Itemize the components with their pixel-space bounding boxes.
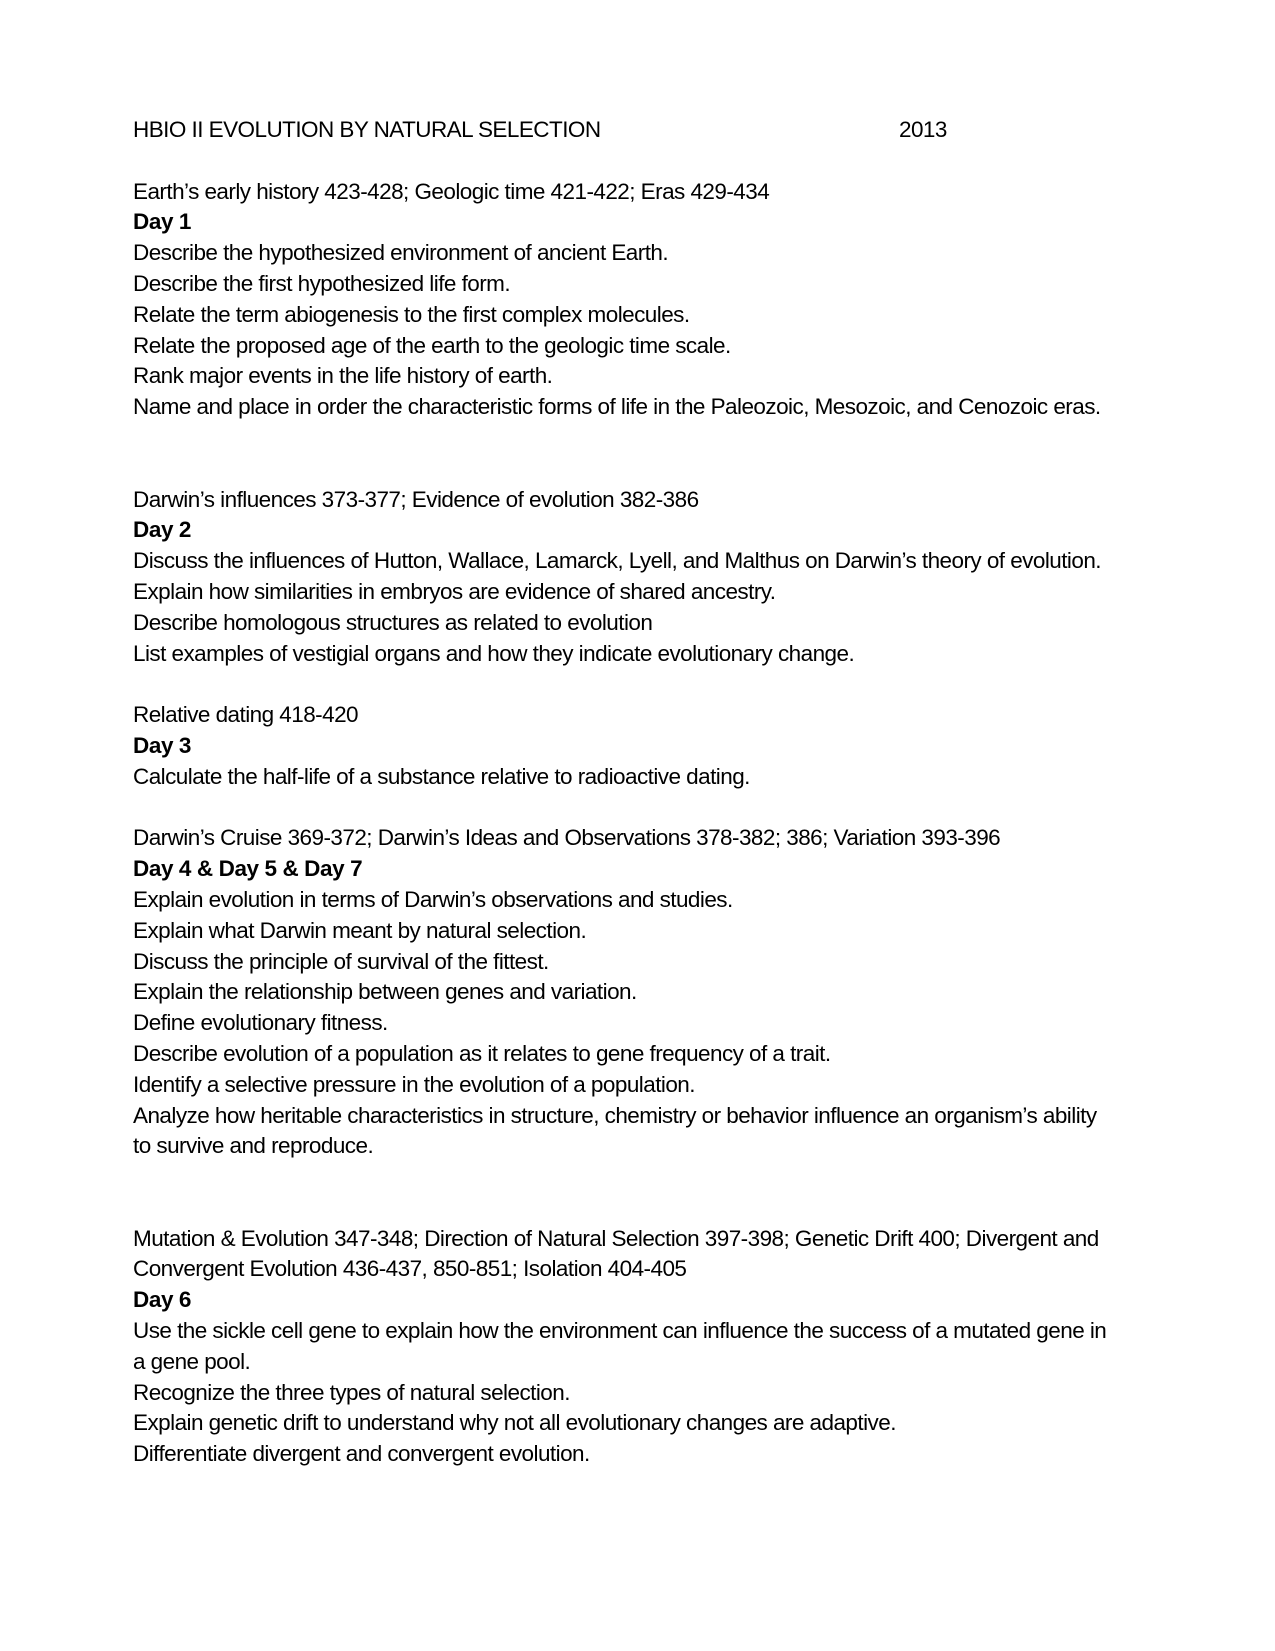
objective-line: Identify a selective pressure in the evolution of a population.	[133, 1071, 695, 1097]
section-day-heading: Day 3	[133, 732, 192, 758]
objective-line: Describe the first hypothesized life form.	[133, 270, 511, 296]
objective-line: Analyze how heritable characteristics in structure, chemistry or behavior influence an organism’s ability	[133, 1102, 1097, 1128]
section-day-4-5-7	[133, 823, 1143, 1162]
objective-line: Calculate the half-life of a substance relative to radioactive dating.	[133, 763, 750, 789]
objective-line: List examples of vestigial organs and how they indicate evolutionary change.	[133, 640, 855, 666]
spacer	[133, 793, 1143, 824]
objective-line: Describe evolution of a population as it relates to gene frequency of a trait.	[133, 1040, 831, 1066]
spacer	[133, 1162, 1143, 1224]
section-topic: Darwin’s influences 373-377; Evidence of evolution 382-386	[133, 486, 699, 512]
objective-line: Relate the term abiogenesis to the first complex molecules.	[133, 301, 690, 327]
document-page	[133, 115, 1143, 1470]
objective-line: Explain the relationship between genes and variation.	[133, 979, 637, 1005]
objective-line: Explain genetic drift to understand why not all evolutionary changes are adaptive.	[133, 1410, 896, 1436]
document-title: HBIO II EVOLUTION BY NATURAL SELECTION	[133, 117, 601, 142]
section-topic: Darwin’s Cruise 369-372; Darwin’s Ideas and Observations 378-382; 386; Variation 393-396	[133, 825, 1001, 851]
spacer	[133, 423, 1143, 485]
section-day-3	[133, 700, 1143, 792]
section-day-heading: Day 6	[133, 1287, 192, 1313]
objective-line: a gene pool.	[133, 1348, 251, 1374]
section-topic: Mutation & Evolution 347-348; Direction of Natural Selection 397-398; Genetic Drift 400; Divergent and	[133, 1225, 1099, 1251]
section-day-heading: Day 2	[133, 517, 192, 543]
section-topic: Relative dating 418-420	[133, 702, 359, 728]
objective-line: Explain how similarities in embryos are evidence of shared ancestry.	[133, 578, 776, 604]
objective-line: Recognize the three types of natural selection.	[133, 1379, 570, 1405]
section-day-1	[133, 177, 1143, 423]
section-day-heading: Day 1	[133, 209, 192, 235]
objective-line: Rank major events in the life history of earth.	[133, 363, 553, 389]
spacer	[133, 669, 1143, 700]
objective-line: Explain what Darwin meant by natural selection.	[133, 917, 587, 943]
objective-line: Differentiate divergent and convergent evolution.	[133, 1441, 590, 1467]
document-year: 2013	[899, 117, 947, 142]
section-day-heading: Day 4 & Day 5 & Day 7	[133, 856, 363, 882]
section-day-6	[133, 1224, 1143, 1470]
objective-line: Discuss the principle of survival of the fittest.	[133, 948, 549, 974]
objective-line: Describe homologous structures as related to evolution	[133, 609, 653, 635]
section-topic: Earth’s early history 423-428; Geologic time 421-422; Eras 429-434	[133, 178, 770, 204]
objective-line: Discuss the influences of Hutton, Wallace, Lamarck, Lyell, and Malthus on Darwin’s theory of evolution.	[133, 548, 1102, 574]
objective-line: Explain evolution in terms of Darwin’s observations and studies.	[133, 886, 733, 912]
objective-line: Describe the hypothesized environment of ancient Earth.	[133, 240, 669, 266]
spacer	[133, 146, 1143, 177]
objective-line: Name and place in order the characteristic forms of life in the Paleozoic, Mesozoic, and Cenozoic eras.	[133, 394, 1101, 420]
objective-line: to survive and reproduce.	[133, 1133, 374, 1159]
objective-line: Relate the proposed age of the earth to the geologic time scale.	[133, 332, 731, 358]
objective-line: Define evolutionary fitness.	[133, 1010, 388, 1036]
objective-line: Use the sickle cell gene to explain how the environment can influence the success of a mutated gene in	[133, 1318, 1107, 1344]
section-day-2	[133, 485, 1143, 670]
section-topic: Convergent Evolution 436-437, 850-851; Isolation 404-405	[133, 1256, 687, 1282]
document-header	[133, 115, 1143, 146]
